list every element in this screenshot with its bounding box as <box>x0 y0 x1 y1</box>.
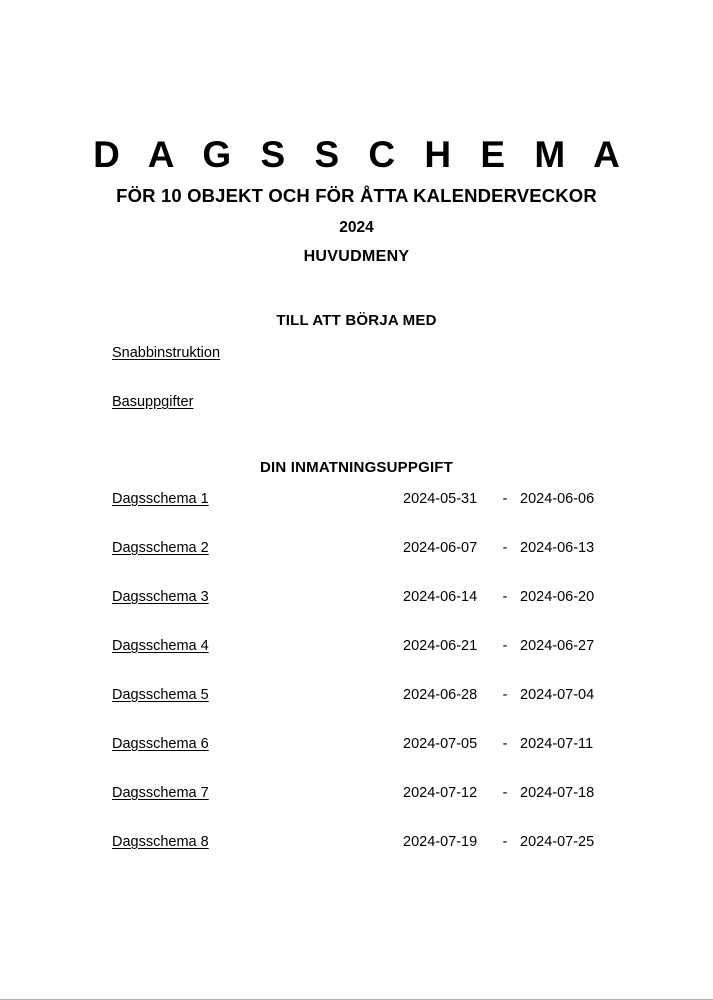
start-date: 2024-07-05 <box>403 736 478 752</box>
schedule-row <box>0 637 713 686</box>
page-title: D A G S S C H E M A <box>93 134 630 175</box>
schedule-row <box>0 539 713 588</box>
document-year: 2024 <box>339 219 374 236</box>
end-date: 2024-07-11 <box>520 736 594 752</box>
start-date: 2024-06-14 <box>403 589 478 605</box>
link-dagsschema-5[interactable]: Dagsschema 5 <box>112 687 209 703</box>
end-date: 2024-06-20 <box>520 589 595 605</box>
main-menu-label: HUVUDMENY <box>303 248 410 265</box>
end-date: 2024-07-25 <box>520 834 595 850</box>
link-dagsschema-3[interactable]: Dagsschema 3 <box>112 589 209 605</box>
date-separator: - <box>502 687 508 703</box>
start-date: 2024-07-12 <box>403 785 478 801</box>
link-dagsschema-2[interactable]: Dagsschema 2 <box>112 540 209 556</box>
schedule-row <box>0 490 713 539</box>
start-date: 2024-06-21 <box>403 638 478 654</box>
schedule-list <box>0 490 713 882</box>
date-separator: - <box>502 834 508 850</box>
schedule-row <box>0 588 713 637</box>
end-date: 2024-06-13 <box>520 540 595 556</box>
date-separator: - <box>502 491 508 507</box>
link-dagsschema-8[interactable]: Dagsschema 8 <box>112 834 209 850</box>
start-date: 2024-06-28 <box>403 687 478 703</box>
start-date: 2024-06-07 <box>403 540 478 556</box>
link-basuppgifter[interactable]: Basuppgifter <box>112 394 194 410</box>
input-section-heading: DIN INMATNINGSUPPGIFT <box>259 459 454 476</box>
schedule-row <box>0 833 713 882</box>
getting-started-links <box>112 344 512 411</box>
schedule-row <box>0 735 713 784</box>
date-separator: - <box>502 736 508 752</box>
date-separator: - <box>502 540 508 556</box>
link-dagsschema-1[interactable]: Dagsschema 1 <box>112 491 209 507</box>
start-date: 2024-05-31 <box>403 491 478 507</box>
document-subtitle: FÖR 10 OBJEKT OCH FÖR ÅTTA KALENDERVECKOR <box>116 185 597 206</box>
end-date: 2024-07-18 <box>520 785 595 801</box>
end-date: 2024-07-04 <box>520 687 595 703</box>
link-dagsschema-4[interactable]: Dagsschema 4 <box>112 638 209 654</box>
end-date: 2024-06-27 <box>520 638 595 654</box>
date-separator: - <box>502 589 508 605</box>
link-snabbinstruktion[interactable]: Snabbinstruktion <box>112 345 221 361</box>
end-date: 2024-06-06 <box>520 491 595 507</box>
schedule-row <box>0 784 713 833</box>
date-separator: - <box>502 638 508 654</box>
link-dagsschema-6[interactable]: Dagsschema 6 <box>112 736 209 752</box>
date-separator: - <box>502 785 508 801</box>
link-dagsschema-7[interactable]: Dagsschema 7 <box>112 785 209 801</box>
start-date: 2024-07-19 <box>403 834 478 850</box>
getting-started-heading: TILL ATT BÖRJA MED <box>276 312 437 329</box>
schedule-row <box>0 686 713 735</box>
